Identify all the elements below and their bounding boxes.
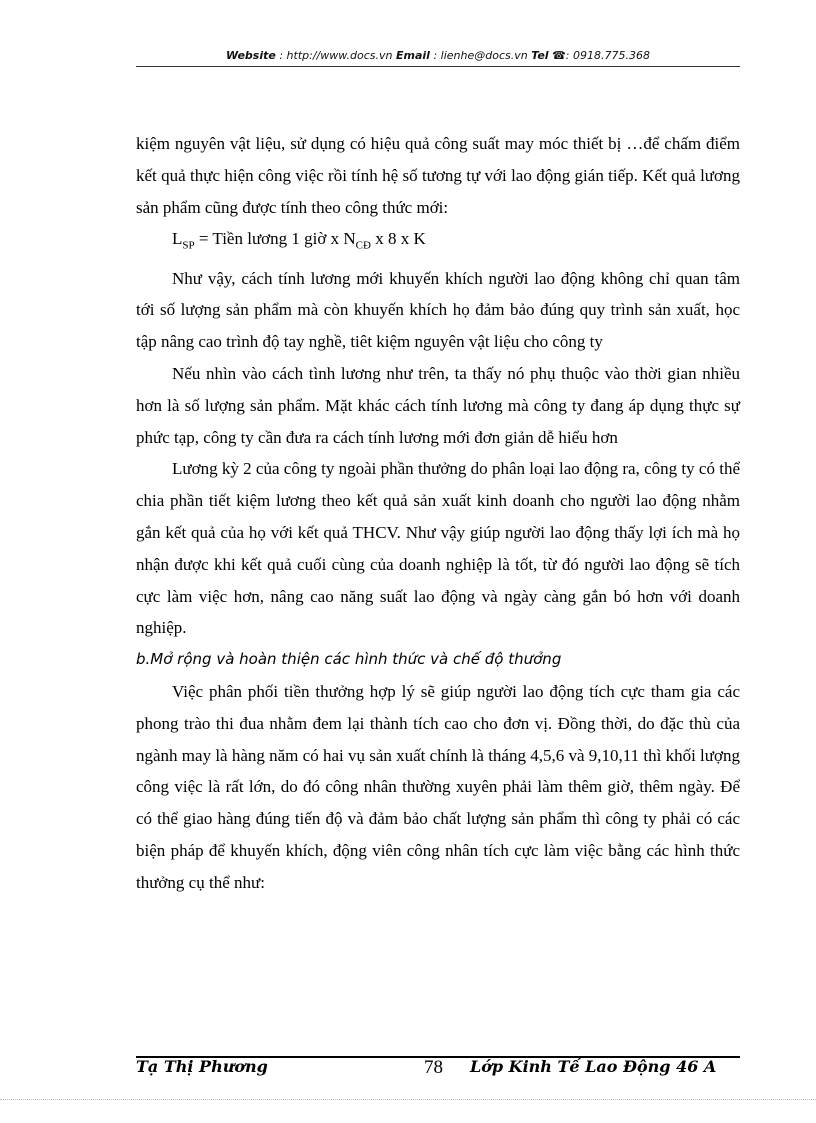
website-value[interactable]: : http://www.docs.vn — [279, 49, 393, 62]
formula-end: x 8 x K — [370, 229, 426, 249]
phone-icon: ☎ — [552, 49, 566, 62]
email-value[interactable]: : lienhe@docs.vn — [433, 49, 528, 62]
page-number: 78 — [424, 1057, 443, 1078]
tel-value: : 0918.775.368 — [565, 49, 650, 62]
paragraph-1: kiệm nguyên vật liệu, sử dụng có hiệu quả công suất may móc thiết bị …để chấm điểm kết quả thực hiện công việc rồi tính hệ số tương tự với lao động gián tiếp. Kết quả lương sản phẩm cũng được tính theo công thức mới: — [136, 134, 740, 217]
page-footer — [136, 1057, 740, 1081]
tel-label: Tel — [531, 49, 549, 62]
formula-sub-cd: CĐ — [355, 239, 371, 252]
class-name: Lớp Kinh Tế Lao Động 46 A — [470, 1057, 717, 1076]
paragraph-4: Lương kỳ 2 của công ty ngoài phần thưởng do phân loại lao động ra, công ty có thể chia phần tiết kiệm lương theo kết quả sản xuất kinh doanh cho người lao động nhằm gắn kết quả của họ với kết quả THCV. Như vậy giúp người lao động thấy lợi ích mà họ nhận được khi kết quả cuối cùng của doanh nghiệp là tốt, từ đó người lao động sẽ tích cực làm việc hơn, nâng cao năng suất lao động và ngày càng gắn bó hơn với doanh nghiệp. — [136, 459, 740, 638]
paragraph-2: Như vậy, cách tính lương mới khuyến khích người lao động không chỉ quan tâm tới số lượng sản phẩm mà còn khuyến khích họ đảm bảo đúng quy trình sản xuất, học tập nâng cao trình độ tay nghề, tiêt kiệm nguyên vật liệu cho công ty — [136, 268, 740, 352]
formula-l: L — [172, 229, 183, 249]
salary-formula — [136, 223, 740, 262]
paragraph-3: Nếu nhìn vào cách tình lương như trên, ta thấy nó phụ thuộc vào thời gian nhiều hơn là số lượng sản phẩm. Mặt khác cách tính lương mà công ty đang áp dụng thực sự phức tạp, công ty cần đưa ra cách tính lương mới đơn giản dễ hiểu hơn — [136, 363, 740, 447]
page-header — [136, 46, 740, 67]
document-body — [136, 128, 740, 899]
section-heading: b.Mở rộng và hoàn thiện các hình thức và chế độ thưởng — [136, 650, 562, 669]
email-label: Email — [396, 49, 430, 62]
author-name: Tạ Thị Phương — [136, 1057, 268, 1076]
formula-sub-sp: SP — [182, 239, 195, 252]
website-label: Website — [226, 49, 276, 62]
formula-mid: = Tiền lương 1 giờ x N — [194, 229, 356, 249]
paragraph-5: Việc phân phối tiền thưởng hợp lý sẽ giúp người lao động tích cực tham gia các phong trào thi đua nhằm đem lại thành tích cao cho đơn vị. Đồng thời, do đặc thù của ngành may là hàng năm có hai vụ sản xuất chính là tháng 4,5,6 và 9,10,11 thì khối lượng công việc là rất lớn, do đó công nhân thường xuyên phải làm thêm giờ, thêm ngày. Để có thể giao hàng đúng tiến độ và đảm bảo chất lượng sản phẩm thì công ty phải có các biện pháp để khuyến khích, động viên công nhân tích cực làm việc bằng các hình thức thưởng cụ thể như: — [136, 681, 740, 892]
bottom-dotted-border — [0, 1099, 816, 1100]
